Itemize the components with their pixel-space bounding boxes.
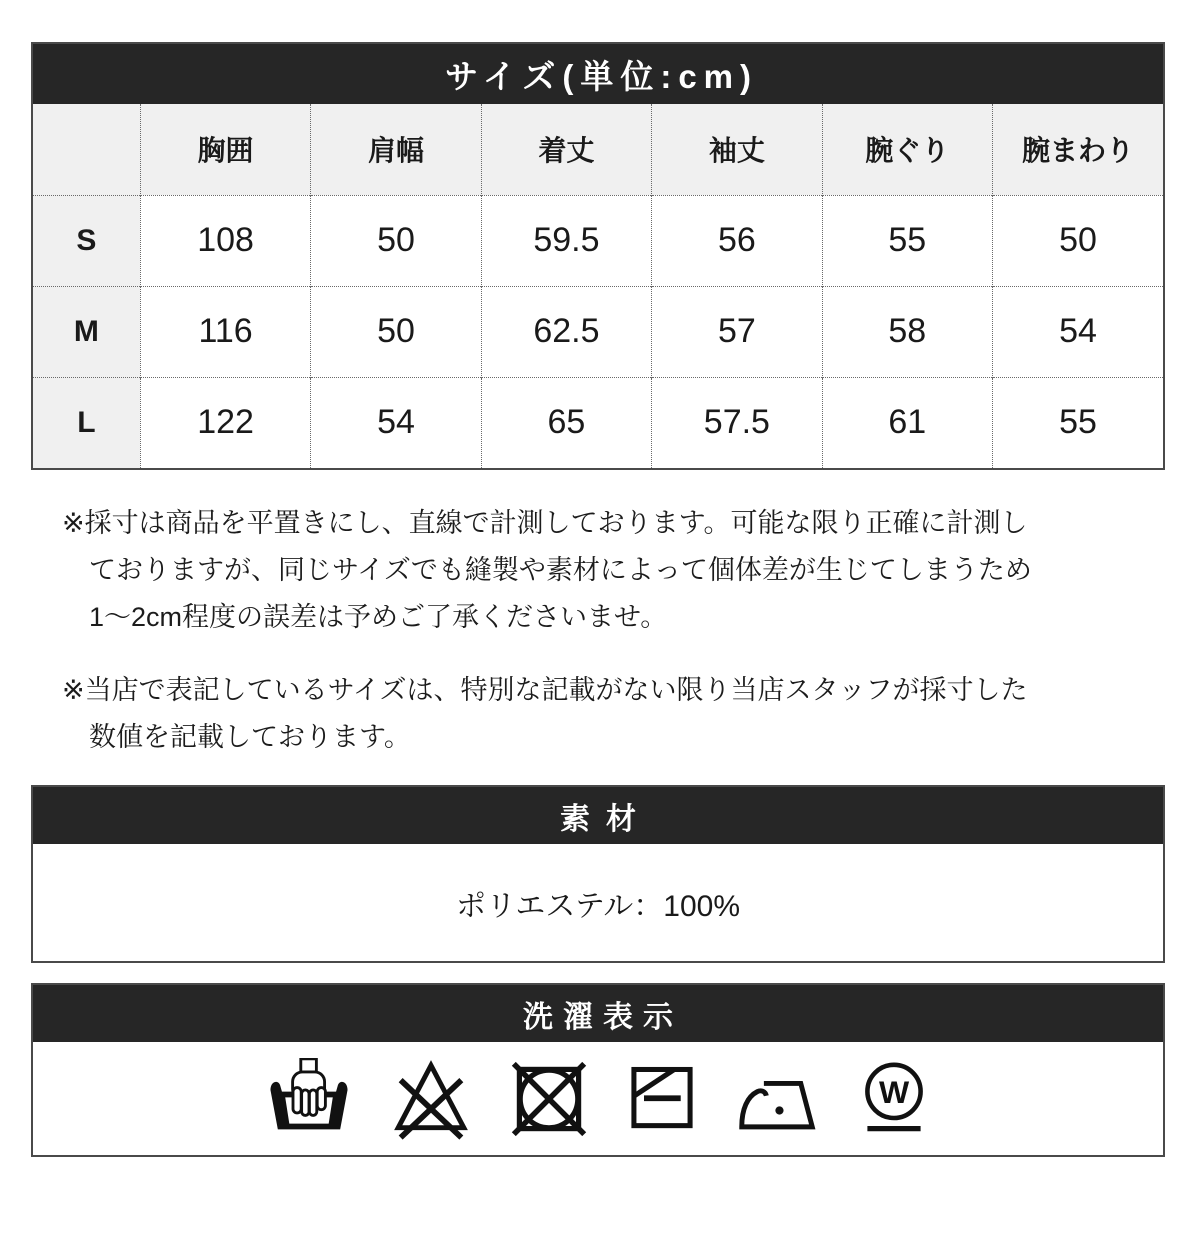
column-header-length: 着丈 [481,104,651,195]
material-section [31,785,1165,963]
size-value-cell: 50 [311,195,481,286]
column-header-shoulder: 肩幅 [311,104,481,195]
size-value-cell: 54 [993,286,1163,377]
size-value-cell: 58 [822,286,992,377]
column-header-armhole: 腕ぐり [822,104,992,195]
laundry-section [31,983,1165,1157]
material-title: 素材 [33,787,1163,844]
wet-cleaning-icon [856,1058,932,1140]
iron-low-heat-icon [735,1058,819,1140]
size-value-cell: 62.5 [481,286,651,377]
size-chart-section [31,42,1165,470]
laundry-icons-row [33,1042,1163,1155]
do-not-bleach-icon [390,1058,472,1140]
size-value-cell: 108 [140,195,310,286]
table-row-size-s [33,195,1163,286]
size-value-cell: 54 [311,377,481,468]
column-header-arm-width: 腕まわり [993,104,1163,195]
table-row-size-l [33,377,1163,468]
row-label-l: L [33,377,140,468]
note-line: ※当店で表記しているサイズは、特別な記載がない限り当店スタッフが採寸した [62,675,1028,705]
note-line: 1〜2cm程度の誤差は予めご了承くださいませ。 [89,602,668,632]
size-table [33,104,1163,468]
size-value-cell: 57.5 [652,377,822,468]
row-label-s: S [33,195,140,286]
note-line: ておりますが、同じサイズでも縫製や素材によって個体差が生じてしまうため [89,555,1032,585]
product-size-info-page [31,42,1165,1157]
size-value-cell: 65 [481,377,651,468]
table-row-size-m [33,286,1163,377]
size-value-cell: 116 [140,286,310,377]
corner-cell [33,104,140,195]
do-not-tumble-dry-icon [509,1058,589,1140]
size-value-cell: 61 [822,377,992,468]
hand-wash-icon [265,1058,353,1140]
size-value-cell: 57 [652,286,822,377]
dry-flat-in-shade-icon [626,1058,698,1140]
measurement-note-2 [62,667,1165,761]
size-value-cell: 122 [140,377,310,468]
laundry-title: 洗濯表示 [33,985,1163,1042]
measurement-note-1 [62,500,1165,641]
note-line: ※採寸は商品を平置きにし、直線で計測しております。可能な限り正確に計測し [62,508,1028,538]
size-chart-title: サイズ(単位:cm) [33,44,1163,104]
size-value-cell: 55 [822,195,992,286]
column-header-chest: 胸囲 [140,104,310,195]
size-value-cell: 59.5 [481,195,651,286]
material-value: ポリエステル：100% [33,844,1163,961]
svg-text:W: W [878,1073,909,1110]
size-value-cell: 55 [993,377,1163,468]
size-value-cell: 56 [652,195,822,286]
row-label-m: M [33,286,140,377]
measurement-notes [31,500,1165,761]
column-header-sleeve: 袖丈 [652,104,822,195]
note-line: 数値を記載しております。 [89,722,411,752]
size-value-cell: 50 [311,286,481,377]
size-value-cell: 50 [993,195,1163,286]
size-table-header-row [33,104,1163,195]
